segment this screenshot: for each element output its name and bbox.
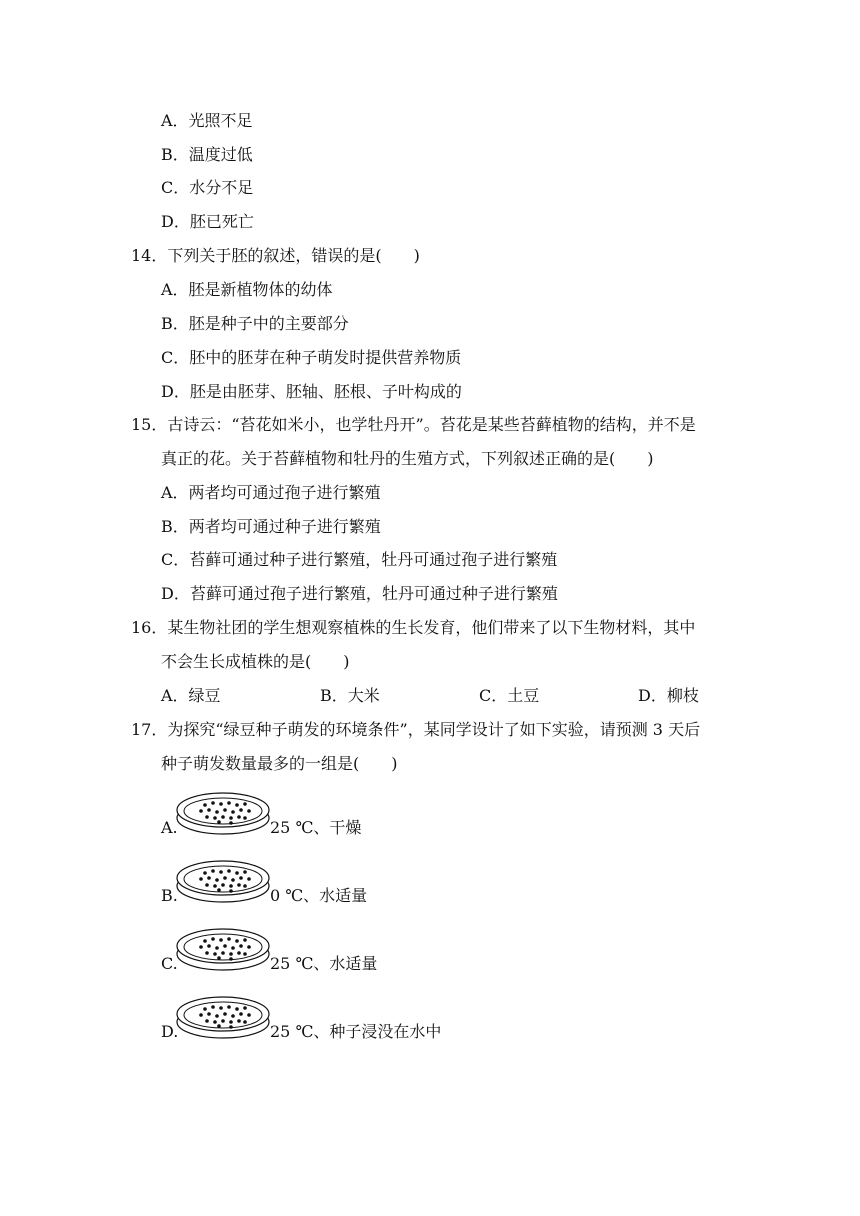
q14-option-b: B．胚是种子中的主要部分	[161, 314, 349, 333]
q17-option-c-letter: C.	[161, 954, 178, 973]
q15-stem-line1: 15．古诗云：“苔花如米小，也学牡丹开”。苔花是某些苔藓植物的结构，并不是	[131, 415, 696, 434]
q17-option-b-letter: B.	[161, 886, 178, 905]
petri-dish-with-seeds-icon	[175, 992, 271, 1040]
q15-option-c: C．苔藓可通过种子进行繁殖，牡丹可通过孢子进行繁殖	[161, 550, 558, 569]
q14-stem: 14．下列关于胚的叙述，错误的是( )	[131, 246, 420, 265]
q17-option-d-condition: 25 ℃、种子浸没在水中	[270, 1022, 442, 1041]
q17-option-a-letter: A.	[161, 818, 178, 837]
q17-stem-line2: 种子萌发数量最多的一组是( )	[161, 754, 398, 773]
q17-stem-line1: 17．为探究“绿豆种子萌发的环境条件”，某同学设计了如下实验，请预测 3 天后	[131, 720, 701, 739]
q16-option-a: A．绿豆	[161, 686, 221, 705]
q14-option-c: C．胚中的胚芽在种子萌发时提供营养物质	[161, 348, 462, 367]
q13-option-a: A．光照不足	[161, 111, 253, 130]
q16-option-d: D．柳枝	[638, 686, 699, 705]
q17-option-b	[161, 856, 481, 908]
q15-option-a: A．两者均可通过孢子进行繁殖	[161, 483, 381, 502]
q17-option-a-condition: 25 ℃、干燥	[270, 818, 362, 837]
q16-stem-line1: 16．某生物社团的学生想观察植株的生长发育，他们带来了以下生物材料，其中	[131, 618, 696, 637]
q15-option-d: D．苔藓可通过孢子进行繁殖，牡丹可通过种子进行繁殖	[161, 584, 558, 603]
q16-option-b: B．大米	[320, 686, 380, 705]
q14-option-a: A．胚是新植物体的幼体	[161, 280, 333, 299]
petri-dish-with-seeds-icon	[175, 856, 271, 904]
q14-option-d: D．胚是由胚芽、胚轴、胚根、子叶构成的	[161, 382, 462, 401]
petri-dish-with-seeds-icon	[175, 788, 271, 836]
q17-option-d	[161, 992, 481, 1044]
q15-stem-line2: 真正的花。关于苔藓植物和牡丹的生殖方式，下列叙述正确的是( )	[161, 449, 654, 468]
petri-dish-with-seeds-icon	[175, 924, 271, 972]
q17-option-a	[161, 788, 481, 840]
q17-option-c	[161, 924, 481, 976]
q13-option-d: D．胚已死亡	[161, 212, 254, 231]
q17-option-d-letter: D.	[161, 1022, 179, 1041]
q17-option-c-condition: 25 ℃、水适量	[270, 954, 378, 973]
q16-stem-line2: 不会生长成植株的是( )	[161, 652, 350, 671]
q13-option-b: B．温度过低	[161, 145, 253, 164]
q15-option-b: B．两者均可通过种子进行繁殖	[161, 517, 381, 536]
q17-option-b-condition: 0 ℃、水适量	[270, 886, 368, 905]
q13-option-c: C．水分不足	[161, 178, 254, 197]
q16-option-c: C．土豆	[479, 686, 540, 705]
